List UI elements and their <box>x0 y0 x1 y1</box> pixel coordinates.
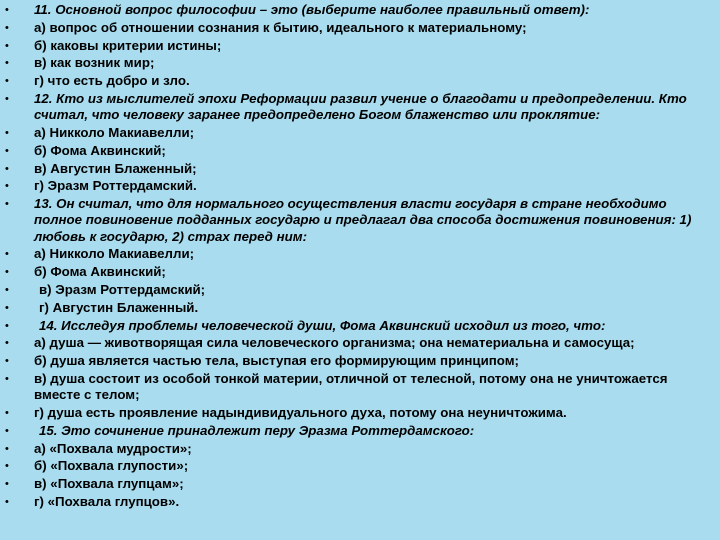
answer-option <box>0 38 720 54</box>
bullet-icon: • <box>5 144 9 157</box>
bullet-icon: • <box>5 92 9 105</box>
answer-option <box>0 125 720 141</box>
line-text: б) душа является частью тела, выступая его формирующим принципом; <box>34 353 519 369</box>
bullet-icon: • <box>5 75 9 88</box>
question-line <box>0 196 720 245</box>
answer-option <box>0 178 720 194</box>
line-text: 13. Он считал, что для нормального осуществления власти государя в стране необходимо полное повиновение подданных государю и предлагал два способа достижения повиновения: 1) любовь к государю, 2) страх перед ним: <box>34 196 692 244</box>
line-text: б) каковы критерии истины; <box>34 37 222 53</box>
bullet-list <box>0 2 720 512</box>
bullet-icon: • <box>5 424 9 437</box>
bullet-icon: • <box>5 21 9 34</box>
bullet-icon: • <box>5 372 9 385</box>
question-line <box>0 91 720 123</box>
line-text: а) Никколо Макиавелли; <box>34 246 195 262</box>
line-text: в) Эразм Роттердамский; <box>39 281 206 297</box>
line-text: б) Фома Аквинский; <box>34 142 166 158</box>
bullet-icon: • <box>5 180 9 193</box>
bullet-icon: • <box>5 283 9 296</box>
line-text: в) «Похвала глупцам»; <box>34 476 184 492</box>
answer-option <box>0 264 720 280</box>
line-text: г) Августин Блаженный. <box>39 299 199 315</box>
bullet-icon: • <box>5 406 9 419</box>
bullet-icon: • <box>5 495 9 508</box>
answer-option <box>0 371 720 403</box>
line-text: г) Эразм Роттердамский. <box>34 178 197 194</box>
bullet-icon: • <box>5 57 9 70</box>
answer-option <box>0 246 720 262</box>
line-text: г) что есть добро и зло. <box>34 73 190 89</box>
line-text: г) «Похвала глупцов». <box>34 493 180 509</box>
question-line <box>0 423 720 439</box>
line-text: в) как возник мир; <box>34 55 155 71</box>
bullet-icon: • <box>5 355 9 368</box>
answer-option <box>0 335 720 351</box>
bullet-icon: • <box>5 198 9 211</box>
bullet-icon: • <box>5 4 9 16</box>
answer-option <box>0 405 720 421</box>
line-text: а) Никколо Макиавелли; <box>34 124 195 140</box>
line-text: 12. Кто из мыслителей эпохи Реформации развил учение о благодати и предопределении. Кто считал, что человеку заранее предопределено Богом блаженство или проклятие: <box>34 90 687 123</box>
bullet-icon: • <box>5 478 9 491</box>
line-text: б) Фома Аквинский; <box>34 264 166 280</box>
bullet-icon: • <box>5 126 9 139</box>
answer-option <box>0 282 720 298</box>
bullet-icon: • <box>5 442 9 455</box>
answer-option <box>0 441 720 457</box>
bullet-icon: • <box>5 162 9 175</box>
bullet-icon: • <box>5 337 9 350</box>
bullet-icon: • <box>5 301 9 314</box>
line-text: в) душа состоит из особой тонкой материи, отличной от телесной, потому она не уничтожается вместе с телом; <box>34 370 668 403</box>
line-text: г) душа есть проявление надындивидуального духа, потому она неуничтожима. <box>34 404 567 420</box>
answer-option <box>0 73 720 89</box>
answer-option <box>0 20 720 36</box>
line-text: 15. Это сочинение принадлежит перу Эразма Роттердамского: <box>39 422 475 438</box>
bullet-icon: • <box>5 319 9 332</box>
answer-option <box>0 494 720 510</box>
line-text: 14. Исследуя проблемы человеческой души, Фома Аквинский исходил из того, что: <box>39 317 606 333</box>
line-text: б) «Похвала глупости»; <box>34 458 189 474</box>
line-text: а) вопрос об отношении сознания к бытию, идеального к материальному; <box>34 19 527 35</box>
line-text: в) Августин Блаженный; <box>34 160 197 176</box>
answer-option <box>0 143 720 159</box>
answer-option <box>0 300 720 316</box>
bullet-icon: • <box>5 248 9 261</box>
bullet-icon: • <box>5 460 9 473</box>
answer-option <box>0 353 720 369</box>
answer-option <box>0 458 720 474</box>
question-line <box>0 2 720 18</box>
answer-option <box>0 55 720 71</box>
question-line <box>0 318 720 334</box>
line-text: а) «Похвала мудрости»; <box>34 440 192 456</box>
line-text: а) душа — животворящая сила человеческого организма; она нематериальна и самосуща; <box>34 335 635 351</box>
bullet-icon: • <box>5 39 9 52</box>
answer-option <box>0 476 720 492</box>
line-text: 11. Основной вопрос философии – это (выберите наиболее правильный ответ): <box>34 2 590 17</box>
bullet-icon: • <box>5 266 9 279</box>
answer-option <box>0 161 720 177</box>
